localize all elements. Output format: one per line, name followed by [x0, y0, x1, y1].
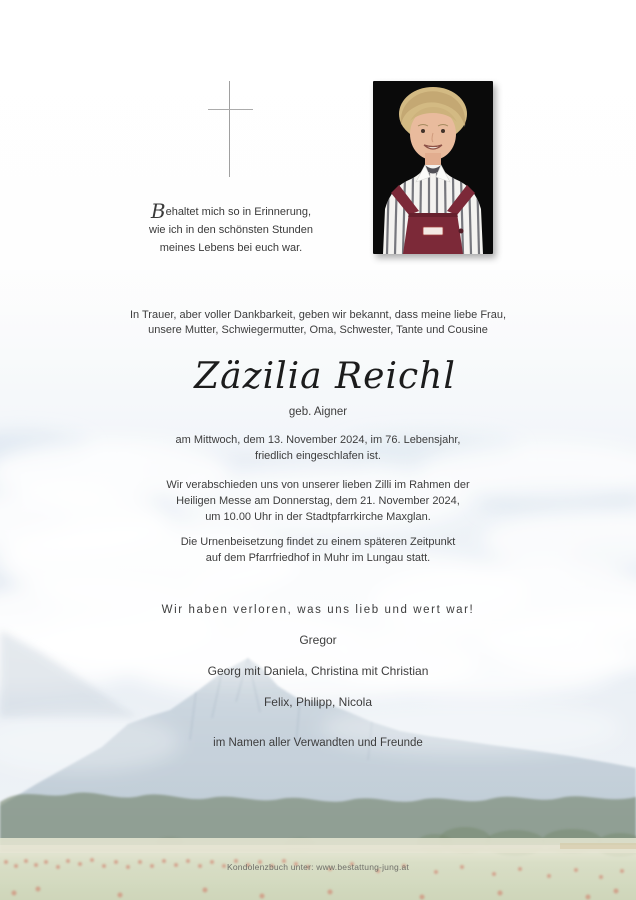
- passing-text: [0, 432, 636, 464]
- quote-initial: B: [150, 199, 166, 223]
- mourner-name: Felix, Philipp, Nicola: [263, 695, 373, 709]
- mourner-name: Gregor: [299, 633, 337, 647]
- announcement-text: [0, 308, 636, 338]
- mourners-closing: im Namen aller Verwandten und Freunde: [213, 737, 423, 749]
- memorial-quote: [95, 199, 367, 257]
- quote-line: [95, 199, 367, 223]
- quote-line-rest: ehaltet mich so in Erinnerung,: [165, 206, 312, 218]
- mourners-intro: Wir haben verloren, was uns lieb und wert war!: [161, 604, 475, 616]
- condolence-book-note: Kondolenzbuch unter: www.bestattung-jung.at: [226, 862, 410, 872]
- farewell-text: [0, 477, 636, 525]
- announcement-line: In Trauer, aber voller Dankbarkeit, geben wir bekannt, dass meine liebe Frau,: [129, 309, 507, 321]
- burial-line: auf dem Pfarrfriedhof in Muhr im Lungau statt.: [205, 552, 431, 564]
- farewell-line: Heiligen Messe am Donnerstag, dem 21. November 2024,: [176, 495, 460, 507]
- farewell-line: Wir verabschieden uns von unserer lieben Zilli im Rahmen der: [166, 479, 470, 491]
- mourner-name: Georg mit Daniela, Christina mit Christian: [207, 664, 429, 678]
- burial-text: [0, 534, 636, 566]
- passing-line: am Mittwoch, dem 13. November 2024, im 76. Lebensjahr,: [175, 434, 461, 446]
- announcement-line: unsere Mutter, Schwiegermutter, Oma, Schwester, Tante und Cousine: [148, 324, 488, 336]
- maiden-name: geb. Aigner: [288, 406, 348, 418]
- quote-line: meines Lebens bei euch war.: [159, 242, 303, 254]
- quote-line: wie ich in den schönsten Stunden: [149, 224, 313, 236]
- farewell-line: um 10.00 Uhr in der Stadtpfarrkirche Maxglan.: [205, 511, 431, 523]
- portrait-photo: [373, 81, 493, 254]
- deceased-name: Zäzilia Reichl: [194, 356, 456, 397]
- burial-line: Die Urnenbeisetzung findet zu einem späteren Zeitpunkt: [180, 536, 456, 548]
- passing-line: friedlich eingeschlafen ist.: [255, 450, 381, 462]
